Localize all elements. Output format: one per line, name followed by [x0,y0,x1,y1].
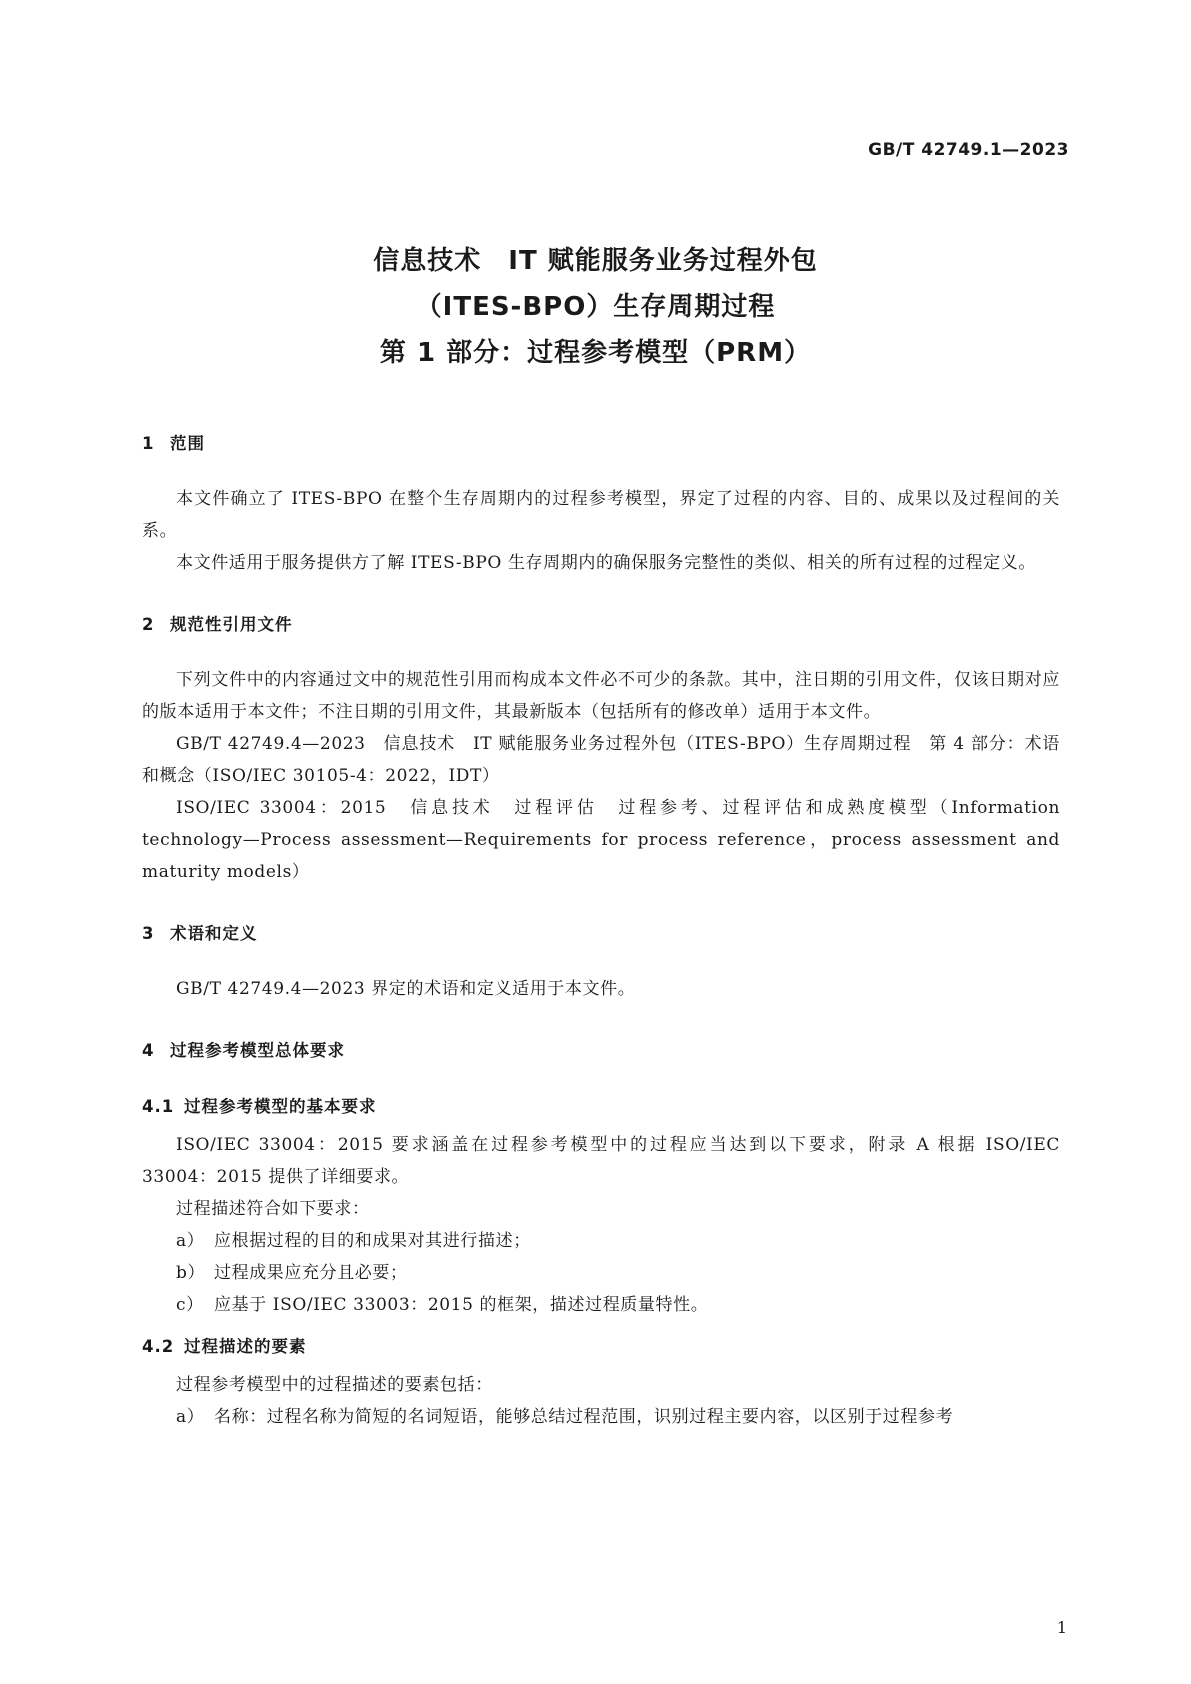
title-line-2: （ITES-BPO）生存周期过程 [415,292,776,322]
section-4-heading [142,1037,1060,1061]
document-body [142,430,1060,1433]
list-text: 应基于 ISO/IEC 33003：2015 的框架，描述过程质量特性。 [214,1295,709,1315]
paragraph: 下列文件中的内容通过文中的规范性引用而构成本文件必不可少的条款。其中，注日期的引用文件，仅该日期对应的版本适用于本文件；不注日期的引用文件，其最新版本（包括所有的修改单）适用于本文件。 [142,670,1060,722]
paragraph: 过程描述符合如下要求： [176,1199,370,1219]
title-line-1: 信息技术 IT 赋能服务业务过程外包 [373,246,818,276]
section-2-heading [142,611,1060,635]
document-title [0,238,1191,376]
list-item [142,1225,1060,1257]
section-number: 4 [142,1041,155,1060]
standard-code: GB/T 42749.1—2023 [868,140,1069,160]
section-number: 1 [142,434,155,453]
list-marker: c） [176,1295,204,1315]
section-title: 术语和定义 [170,924,258,943]
list-text: 应根据过程的目的和成果对其进行描述； [214,1231,531,1251]
paragraph: 过程参考模型中的过程描述的要素包括： [176,1375,493,1395]
paragraph: ISO/IEC 33004：2015 要求涵盖在过程参考模型中的过程应当达到以下要求，附录 A 根据 ISO/IEC 33004：2015 提供了详细要求。 [142,1135,1060,1187]
section-title: 规范性引用文件 [170,615,293,634]
list-text: 过程成果应充分且必要； [214,1263,408,1283]
section-number: 4.2 [142,1337,175,1356]
section-title: 过程参考模型总体要求 [170,1041,345,1060]
list-marker: a） [176,1231,205,1251]
section-1-heading [142,430,1060,454]
page-number: 1 [1056,1618,1067,1637]
section-title: 过程描述的要素 [184,1337,307,1356]
paragraph: GB/T 42749.4—2023 界定的术语和定义适用于本文件。 [176,979,636,999]
title-line-3: 第 1 部分：过程参考模型（PRM） [379,338,812,368]
list-item [142,1257,1060,1289]
normative-reference: ISO/IEC 33004：2015 信息技术 过程评估 过程参考、过程评估和成熟度模型（Information technology—Process assessment—Requirements for process reference，process assessment and maturity models） [142,798,1060,882]
paragraph: 本文件适用于服务提供方了解 ITES-BPO 生存周期内的确保服务完整性的类似、相关的所有过程的过程定义。 [176,553,1036,573]
paragraph: 本文件确立了 ITES-BPO 在整个生存周期内的过程参考模型，界定了过程的内容、目的、成果以及过程间的关系。 [142,489,1060,541]
section-4-2-heading [142,1333,1060,1357]
section-title: 过程参考模型的基本要求 [184,1097,377,1116]
list-text: 名称：过程名称为简短的名词短语，能够总结过程范围，识别过程主要内容，以区别于过程参考 [214,1407,954,1427]
list-item [142,1401,1060,1433]
section-number: 4.1 [142,1097,175,1116]
list-marker: b） [176,1263,206,1283]
section-4-1-heading [142,1093,1060,1117]
section-3-heading [142,920,1060,944]
list-marker: a） [176,1407,205,1427]
section-number: 2 [142,615,155,634]
section-number: 3 [142,924,155,943]
list-item [142,1289,1060,1321]
section-title: 范围 [170,434,205,453]
normative-reference: GB/T 42749.4—2023 信息技术 IT 赋能服务业务过程外包（ITES-BPO）生存周期过程 第 4 部分：术语和概念（ISO/IEC 30105-4：2022，IDT） [142,734,1060,786]
